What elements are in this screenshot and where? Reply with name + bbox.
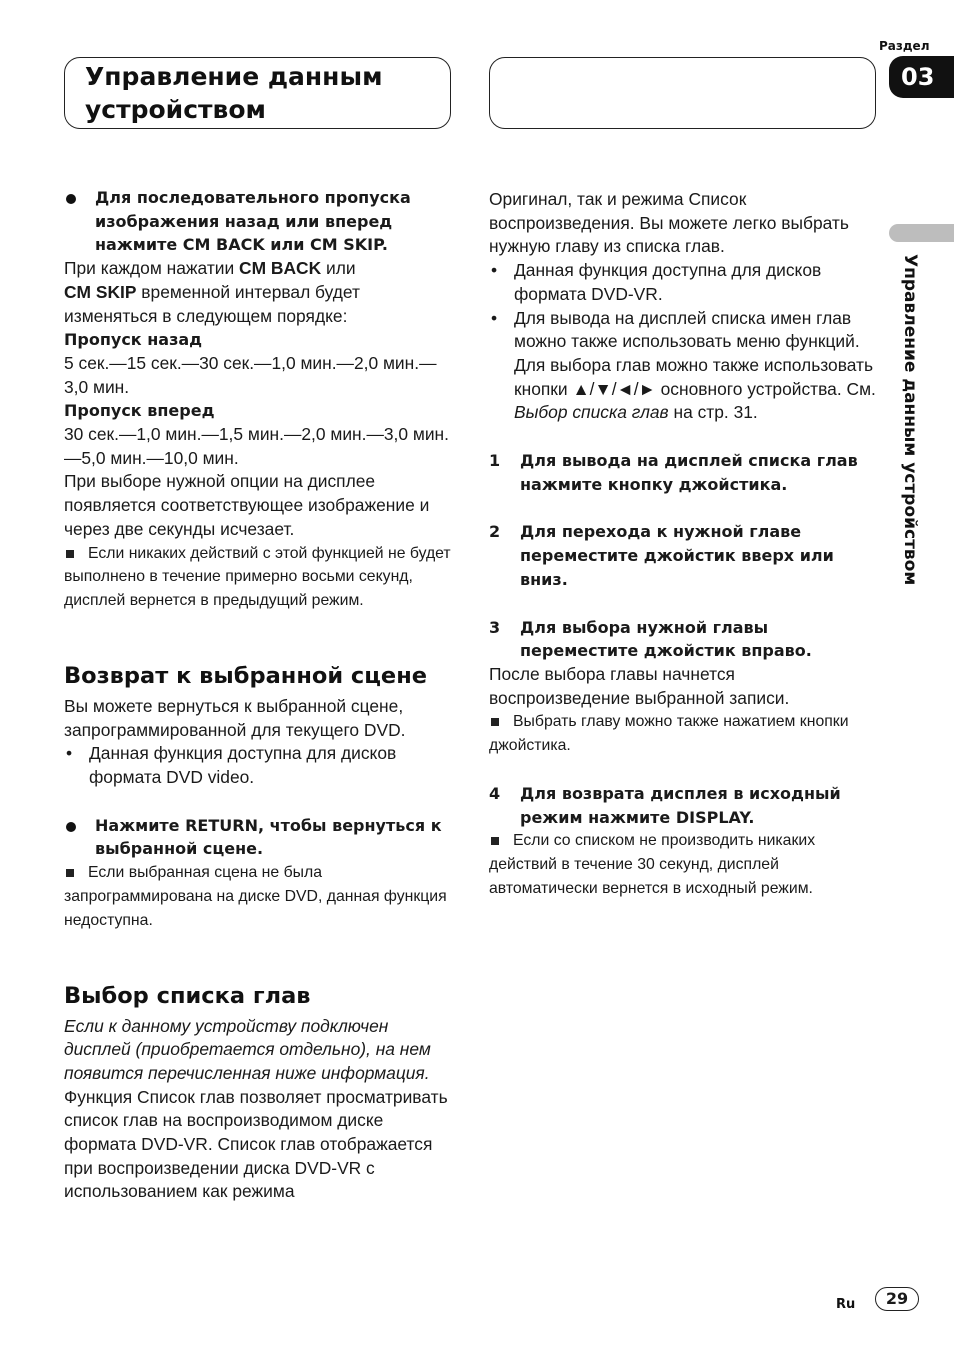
chapters-paragraph: Функция Список глав позволяет просматривать список глав на воспроизводимом диске формата DVD-VR. Список глав отображается при воспроизведении диска DVD-VR с использованием как режима: [64, 1086, 448, 1202]
text-run: Для вывода на дисплей списка имен глав можно также использовать меню функций. Для выбора глав можно также использовать кнопки ▲/▼/◄/► основного устройства. См.: [514, 307, 876, 399]
section-number-tab: 03: [889, 56, 954, 98]
step-text: Для выбора нужной главы переместите джойстик вправо.: [520, 617, 812, 661]
bullet-dvd-vr: • Данная функция доступна для дисков формата DVD-VR.: [489, 259, 877, 306]
note-square-icon: [491, 718, 499, 726]
header-title-box: [64, 57, 451, 129]
note-1-text: Если никаких действий с этой функцией не будет выполнено в течение примерно восьми секунд, дисплей вернется в предыдущий режим.: [64, 544, 451, 610]
skip-back-heading: Пропуск назад: [64, 330, 203, 350]
skip-forward-heading: Пропуск вперед: [64, 401, 215, 421]
step-text: Для возврата дисплея в исходный режим нажмите DISPLAY.: [520, 783, 841, 827]
step-number: 1: [489, 451, 501, 471]
note-2-text: Если выбранная сцена не была запрограммирована на диске DVD, данная функция недоступна.: [64, 864, 447, 929]
return-instruction: [64, 814, 452, 861]
step-3-paragraph: После выбора главы начнется воспроизведение выбранной записи.: [489, 663, 790, 708]
note-4: [489, 829, 877, 900]
return-bullet: • Данная функция доступна для дисков формата DVD video.: [64, 742, 452, 789]
step-number: 2: [489, 522, 501, 542]
skip-back-sequence: 5 сек.—15 сек.—30 сек.—1,0 мин.—2,0 мин.—3,0 мин.: [64, 352, 437, 397]
text-run: на стр. 31.: [668, 402, 758, 423]
return-paragraph: Вы можете вернуться к выбранной сцене, запрограммированной для текущего DVD.: [64, 695, 406, 740]
bullet-dot-icon: [66, 822, 76, 832]
left-column: [64, 186, 452, 1204]
note-2: [64, 861, 452, 932]
skip-paragraph: [64, 257, 452, 328]
page-number: 29: [875, 1287, 919, 1311]
note-square-icon: [66, 869, 74, 877]
note-1: [64, 542, 452, 613]
note-3: [489, 710, 877, 758]
step-4: [489, 782, 877, 829]
header-empty-box: [489, 57, 876, 129]
return-instruction-text: Нажмите RETURN, чтобы вернуться к выбранной сцене.: [95, 815, 442, 859]
step-text: Для перехода к нужной главе переместите джойстик вверх или вниз.: [520, 522, 834, 589]
bullet-dot-icon: [66, 194, 76, 204]
note-3-text: Выбрать главу можно также нажатием кнопки джойстика.: [489, 713, 849, 755]
section-label: Раздел: [879, 39, 930, 53]
text-run: При каждом нажатии: [64, 258, 240, 279]
step-number: 4: [489, 783, 501, 803]
skip-instruction-text: Для последовательного пропуска изображения назад или вперед нажмите CM BACK или CM SKIP.: [95, 188, 411, 255]
language-label: Ru: [836, 1297, 856, 1312]
cross-reference: Выбор списка глав: [514, 402, 669, 423]
page-title: Управление данным устройством: [85, 62, 383, 124]
display-paragraph: При выборе нужной опции на дисплее появляется соответствующее изображение и через две секунды исчезает.: [64, 471, 430, 539]
note-square-icon: [66, 550, 74, 558]
step-3: [489, 616, 877, 663]
skip-instruction: [64, 186, 452, 257]
side-marker-bar: [889, 224, 954, 242]
heading-return-scene: Возврат к выбранной сцене: [64, 662, 427, 689]
cm-back-label: CM BACK: [239, 258, 322, 279]
side-vertical-title: Управление данным устройством: [900, 254, 920, 586]
text-run: временной интервал будет изменяться в следующем порядке:: [64, 281, 360, 326]
continued-paragraph: Оригинал, так и режима Список воспроизведения. Вы можете легко выбрать нужную главу из списка глав.: [489, 189, 849, 257]
step-text: Для вывода на дисплей списка глав нажмите кнопку джойстика.: [520, 451, 858, 494]
note-4-text: Если со списком не производить никаких действий в течение 30 секунд, дисплей автоматически вернется в исходный режим.: [489, 832, 816, 897]
text-run: или: [321, 258, 356, 279]
skip-forward-sequence: 30 сек.—1,0 мин.—1,5 мин.—2,0 мин.—3,0 мин.—5,0 мин.—10,0 мин.: [64, 424, 449, 468]
heading-chapter-list: Выбор списка глав: [64, 982, 311, 1009]
cm-skip-label: CM SKIP: [64, 281, 137, 302]
note-square-icon: [491, 837, 499, 845]
step-2: [489, 520, 877, 591]
chapters-italic-note: Если к данному устройству подключен дисплей (приобретается отдельно), на нем появится перечисленная ниже информация.: [64, 1015, 431, 1083]
right-column: [489, 188, 877, 901]
step-1: [489, 449, 877, 496]
step-number: 3: [489, 617, 501, 637]
bullet-function-menu: [489, 307, 877, 426]
